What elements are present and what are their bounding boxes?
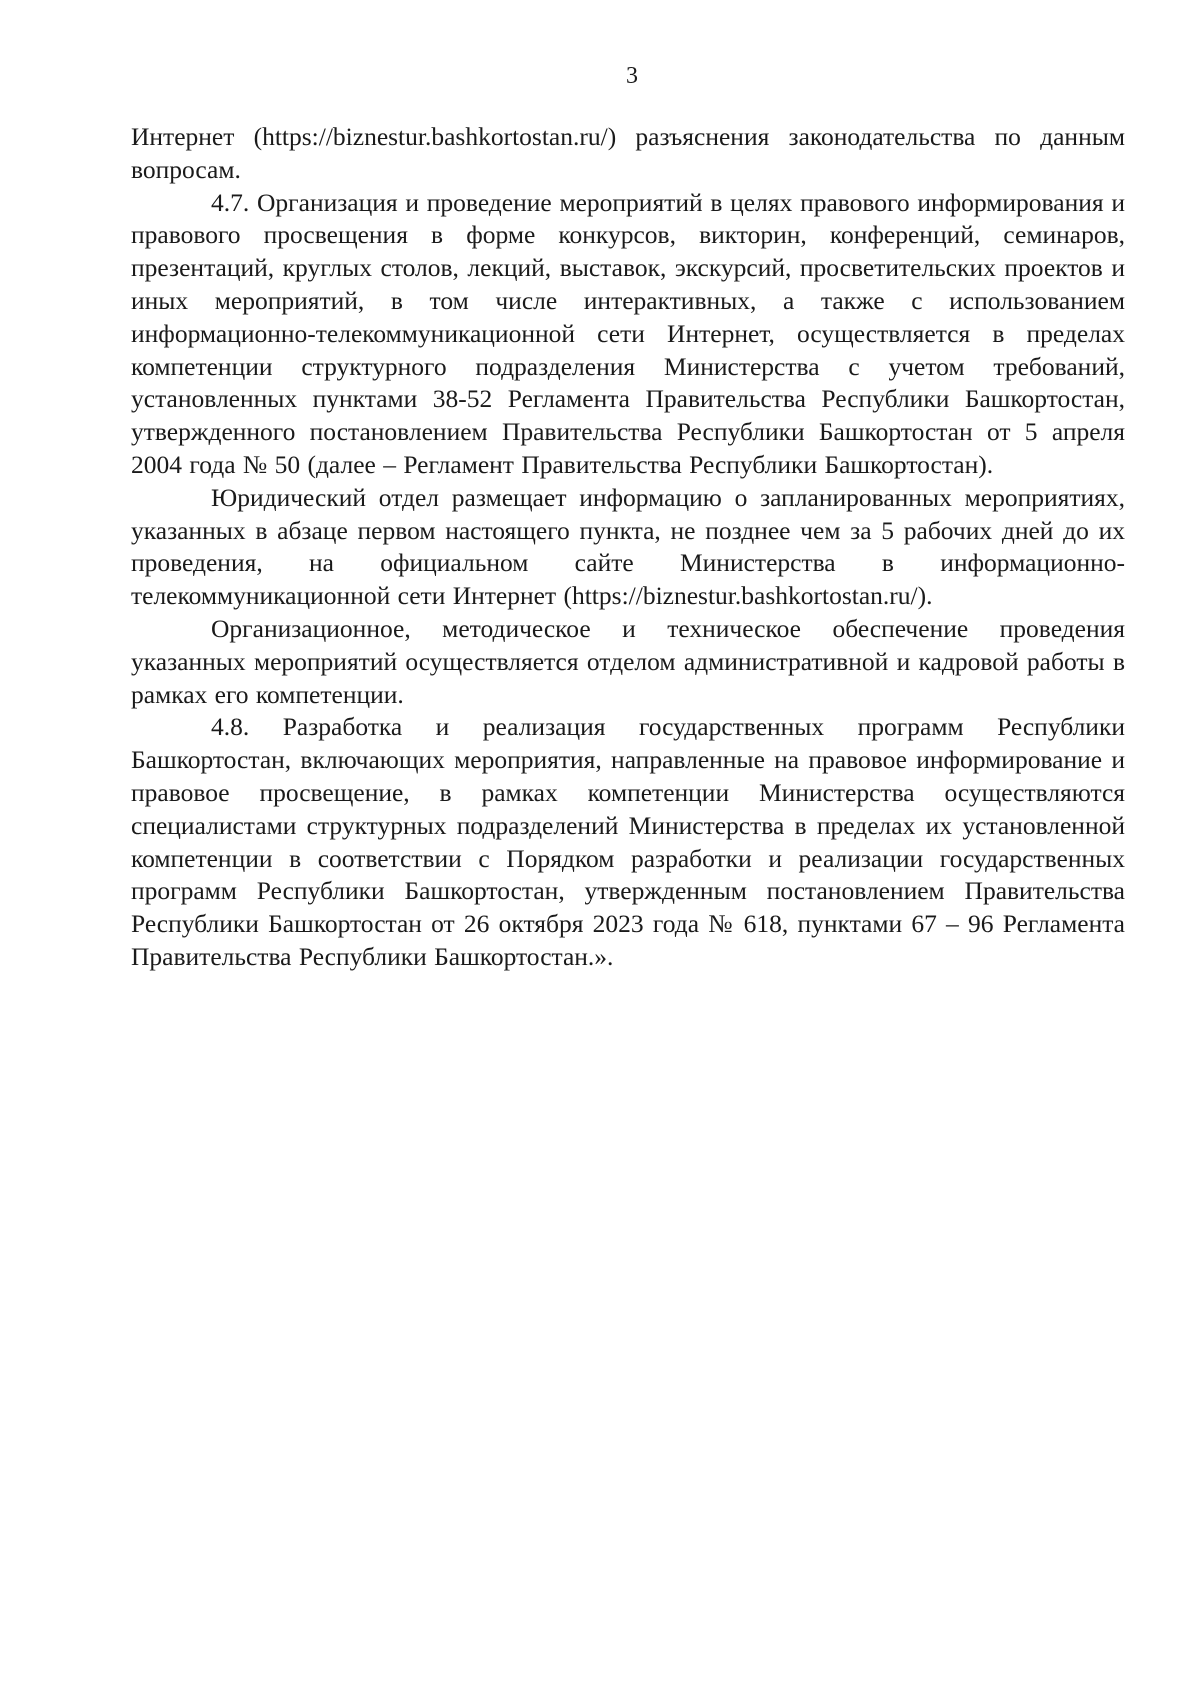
page-number: 3 [626,63,638,89]
paragraph-organizational-support: Организационное, методическое и техническое обеспечение проведения указанных мероприятий осуществляется отделом административной и кадровой работы в рамках его компетенции. [131,613,1125,709]
document-body [131,121,1125,974]
paragraph-continuation: Интернет (https://biznestur.bashkortostan.ru/) разъяснения законодательства по данным вопросам. [131,122,1125,184]
paragraph-4-8: 4.8. Разработка и реализация государственных программ Республики Башкортостан, включающих мероприятия, направленные на правовое информирование и правовое просвещение, в рамках компетенции Министерства осуществляются специалистами структурных подразделений Министерства в пределах их установленной компетенции в соответствии с Порядком разработки и реализации государственных программ Республики Башкортостан, утвержденным постановлением Правительства Республики Башкортостан от 26 октября 2023 года № 618, пунктами 67 – 96 Регламента Правительства Республики Башкортостан.». [131,712,1125,971]
paragraph-legal-department: Юридический отдел размещает информацию о запланированных мероприятиях, указанных в абзаце первом настоящего пункта, не позднее чем за 5 рабочих дней до их проведения, на официальном сайте Министерства в информационно-телекоммуникационной сети Интернет (https://biznestur.bashkortostan.ru/). [131,482,1125,611]
paragraph-4-7: 4.7. Организация и проведение мероприятий в целях правового информирования и правового просвещения в форме конкурсов, викторин, конференций, семинаров, презентаций, круглых столов, лекций, выставок, экскурсий, просветительских проектов и иных мероприятий, в том числе интерактивных, а также с использованием информационно-телекоммуникационной сети Интернет, осуществляется в пределах компетенции структурного подразделения Министерства с учетом требований, установленных пунктами 38-52 Регламента Правительства Республики Башкортостан, утвержденного постановлением Правительства Республики Башкортостан от 5 апреля 2004 года № 50 (далее – Регламент Правительства Республики Башкортостан). [131,187,1125,479]
